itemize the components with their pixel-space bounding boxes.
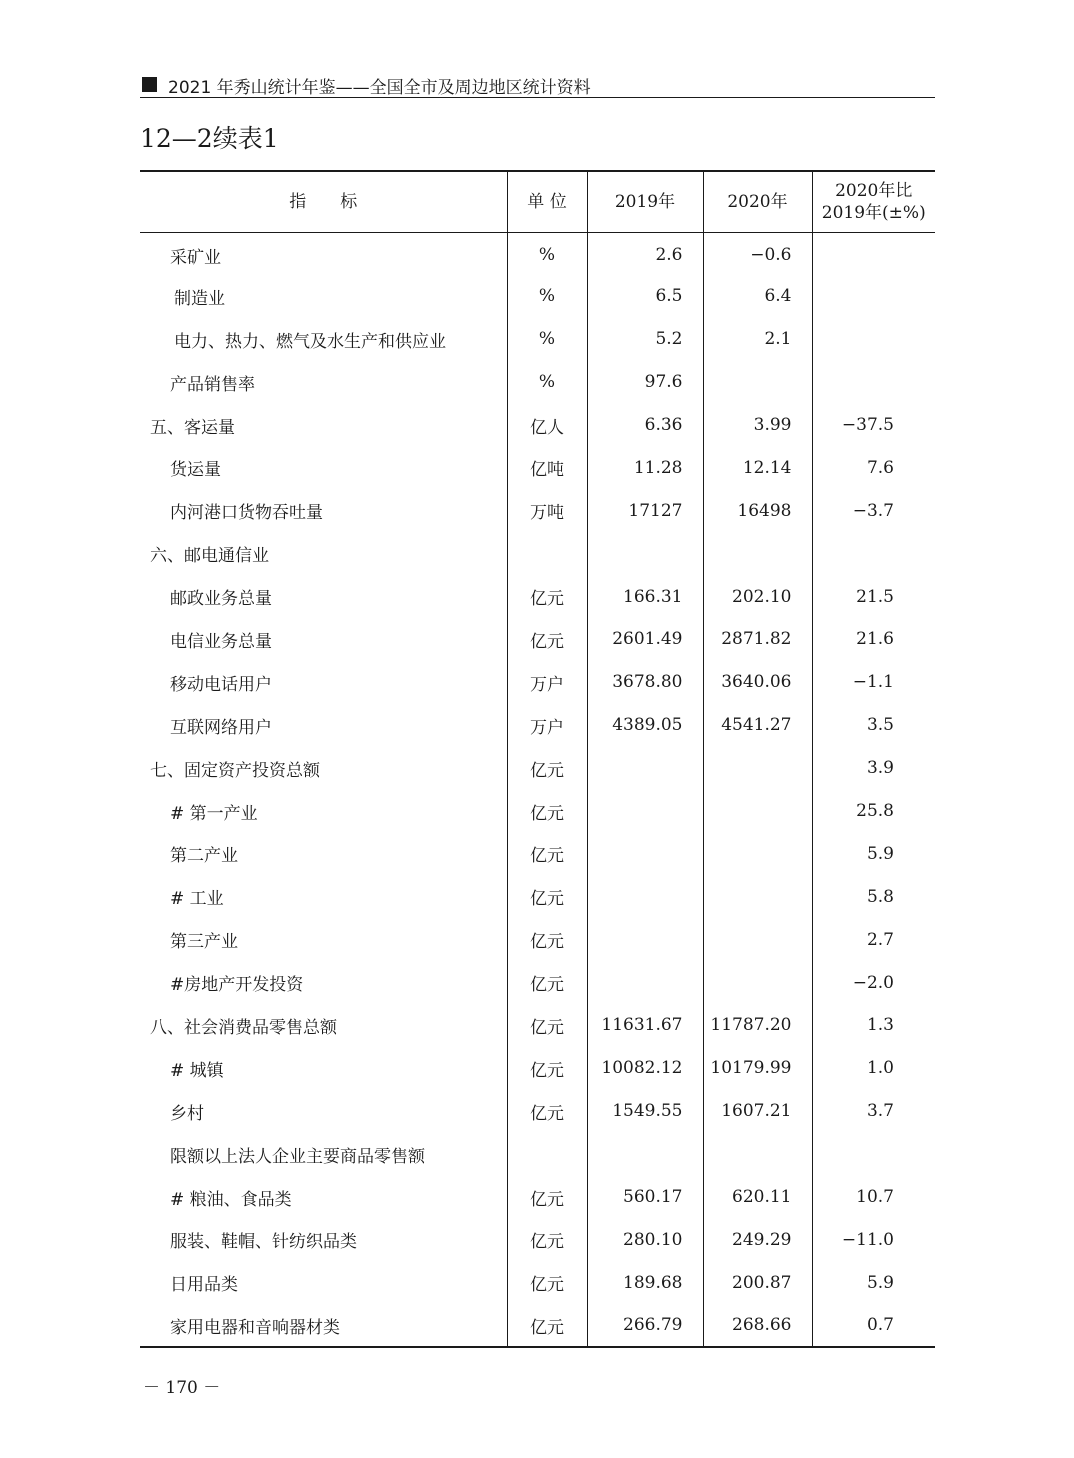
indicator-cell: 电信业务总量 bbox=[170, 631, 272, 652]
value-2020-cell: 16498 bbox=[703, 489, 812, 532]
unit-cell: 亿元 bbox=[507, 575, 587, 618]
value-2020-cell: 4541.27 bbox=[703, 704, 812, 747]
indicator-cell: 第三产业 bbox=[170, 932, 238, 953]
value-2020-cell: 10179.99 bbox=[703, 1047, 812, 1090]
table-header-row bbox=[140, 171, 935, 232]
value-2019-cell: 166.31 bbox=[587, 575, 703, 618]
table-row bbox=[140, 1261, 935, 1304]
unit-cell: 万户 bbox=[507, 661, 587, 704]
table-row bbox=[140, 318, 935, 361]
header-change-line1: 2020年比 bbox=[835, 180, 913, 201]
unit-cell bbox=[507, 532, 587, 575]
change-cell: 7.6 bbox=[812, 446, 935, 489]
value-2020-cell bbox=[703, 790, 812, 833]
change-cell bbox=[812, 232, 935, 275]
value-2019-cell: 2601.49 bbox=[587, 618, 703, 661]
change-cell: −37.5 bbox=[812, 404, 935, 447]
table-row bbox=[140, 275, 935, 318]
value-2020-cell: 202.10 bbox=[703, 575, 812, 618]
table-row bbox=[140, 1047, 935, 1090]
unit-cell: 亿人 bbox=[507, 404, 587, 447]
table-row bbox=[140, 575, 935, 618]
value-2020-cell bbox=[703, 918, 812, 961]
change-cell bbox=[812, 318, 935, 361]
indicator-cell: 服装、鞋帽、针纺织品类 bbox=[170, 1232, 357, 1253]
value-2019-cell: 189.68 bbox=[587, 1261, 703, 1304]
header-indicator: 指 标 bbox=[140, 171, 507, 232]
value-2020-cell bbox=[703, 532, 812, 575]
value-2019-cell bbox=[587, 961, 703, 1004]
change-cell: 0.7 bbox=[812, 1304, 935, 1347]
value-2019-cell: 5.2 bbox=[587, 318, 703, 361]
value-2020-cell: 268.66 bbox=[703, 1304, 812, 1347]
indicator-cell: 七、固定资产投资总额 bbox=[150, 760, 320, 781]
indicator-cell: 第二产业 bbox=[170, 846, 238, 867]
unit-cell: 亿元 bbox=[507, 790, 587, 833]
value-2019-cell: 280.10 bbox=[587, 1218, 703, 1261]
change-cell: 3.7 bbox=[812, 1090, 935, 1133]
running-head-text: 2021 年秀山统计年鉴——全国全市及周边地区统计资料 bbox=[168, 78, 591, 98]
change-cell: 10.7 bbox=[812, 1176, 935, 1219]
header-change bbox=[812, 171, 935, 232]
unit-cell: 万户 bbox=[507, 704, 587, 747]
value-2019-cell: 17127 bbox=[587, 489, 703, 532]
unit-cell bbox=[507, 1133, 587, 1176]
value-2019-cell bbox=[587, 875, 703, 918]
header-rule bbox=[140, 97, 935, 98]
unit-cell: 亿元 bbox=[507, 832, 587, 875]
change-cell: 21.6 bbox=[812, 618, 935, 661]
value-2020-cell: 200.87 bbox=[703, 1261, 812, 1304]
indicator-cell: 移动电话用户 bbox=[170, 674, 272, 695]
change-cell: 1.0 bbox=[812, 1047, 935, 1090]
change-cell: −3.7 bbox=[812, 489, 935, 532]
unit-cell: 亿元 bbox=[507, 1090, 587, 1133]
unit-cell: 亿元 bbox=[507, 961, 587, 1004]
change-cell: −1.1 bbox=[812, 661, 935, 704]
value-2020-cell: 2871.82 bbox=[703, 618, 812, 661]
unit-cell: % bbox=[507, 232, 587, 275]
indicator-cell: 制造业 bbox=[174, 288, 225, 309]
value-2019-cell: 3678.80 bbox=[587, 661, 703, 704]
change-cell: 5.8 bbox=[812, 875, 935, 918]
table-row bbox=[140, 832, 935, 875]
value-2019-cell: 6.36 bbox=[587, 404, 703, 447]
value-2019-cell bbox=[587, 747, 703, 790]
value-2020-cell: 3640.06 bbox=[703, 661, 812, 704]
value-2020-cell: 620.11 bbox=[703, 1176, 812, 1219]
table-row bbox=[140, 1133, 935, 1176]
value-2020-cell bbox=[703, 961, 812, 1004]
unit-cell: 亿元 bbox=[507, 1304, 587, 1347]
indicator-cell: 五、客运量 bbox=[150, 417, 235, 438]
change-cell: 3.9 bbox=[812, 747, 935, 790]
value-2020-cell bbox=[703, 361, 812, 404]
indicator-cell: #房地产开发投资 bbox=[170, 975, 304, 996]
value-2019-cell: 10082.12 bbox=[587, 1047, 703, 1090]
unit-cell: 亿元 bbox=[507, 618, 587, 661]
header-2019: 2019年 bbox=[587, 171, 703, 232]
black-square-icon bbox=[142, 77, 157, 92]
value-2020-cell: 12.14 bbox=[703, 446, 812, 489]
value-2019-cell bbox=[587, 532, 703, 575]
table-row bbox=[140, 1004, 935, 1047]
unit-cell: 亿元 bbox=[507, 1261, 587, 1304]
value-2019-cell: 11631.67 bbox=[587, 1004, 703, 1047]
change-cell: −2.0 bbox=[812, 961, 935, 1004]
value-2020-cell: 6.4 bbox=[703, 275, 812, 318]
header-2020: 2020年 bbox=[703, 171, 812, 232]
value-2020-cell: 249.29 bbox=[703, 1218, 812, 1261]
change-cell: 21.5 bbox=[812, 575, 935, 618]
unit-cell: % bbox=[507, 361, 587, 404]
table-row bbox=[140, 446, 935, 489]
value-2020-cell: 3.99 bbox=[703, 404, 812, 447]
change-cell: 25.8 bbox=[812, 790, 935, 833]
table-row bbox=[140, 747, 935, 790]
table-row bbox=[140, 532, 935, 575]
indicator-cell: 乡村 bbox=[170, 1103, 204, 1124]
indicator-cell: 电力、热力、燃气及水生产和供应业 bbox=[174, 331, 446, 352]
value-2019-cell bbox=[587, 918, 703, 961]
change-cell: −11.0 bbox=[812, 1218, 935, 1261]
value-2019-cell: 6.5 bbox=[587, 275, 703, 318]
change-cell bbox=[812, 361, 935, 404]
indicator-cell: 日用品类 bbox=[170, 1275, 238, 1296]
change-cell: 1.3 bbox=[812, 1004, 935, 1047]
unit-cell: % bbox=[507, 275, 587, 318]
table-body bbox=[140, 232, 935, 1347]
indicator-cell: # 城镇 bbox=[170, 1060, 224, 1081]
table-row bbox=[140, 404, 935, 447]
table-row bbox=[140, 790, 935, 833]
header-unit: 单 位 bbox=[507, 171, 587, 232]
indicator-cell: 采矿业 bbox=[170, 247, 221, 268]
unit-cell: 亿元 bbox=[507, 1218, 587, 1261]
change-cell: 5.9 bbox=[812, 1261, 935, 1304]
running-head bbox=[140, 72, 935, 98]
value-2020-cell: 11787.20 bbox=[703, 1004, 812, 1047]
change-cell bbox=[812, 532, 935, 575]
table-row bbox=[140, 361, 935, 404]
indicator-cell: 八、社会消费品零售总额 bbox=[150, 1017, 337, 1038]
table-row bbox=[140, 489, 935, 532]
value-2020-cell bbox=[703, 747, 812, 790]
table-row bbox=[140, 961, 935, 1004]
value-2019-cell: 560.17 bbox=[587, 1176, 703, 1219]
change-cell bbox=[812, 275, 935, 318]
change-cell: 5.9 bbox=[812, 832, 935, 875]
unit-cell: 亿元 bbox=[507, 1176, 587, 1219]
header-change-line2: 2019年(±%) bbox=[821, 202, 926, 223]
table-row bbox=[140, 1090, 935, 1133]
change-cell: 3.5 bbox=[812, 704, 935, 747]
value-2019-cell: 1549.55 bbox=[587, 1090, 703, 1133]
value-2019-cell bbox=[587, 1133, 703, 1176]
value-2020-cell: −0.6 bbox=[703, 232, 812, 275]
unit-cell: % bbox=[507, 318, 587, 361]
unit-cell: 亿元 bbox=[507, 1004, 587, 1047]
table-row bbox=[140, 918, 935, 961]
value-2019-cell: 2.6 bbox=[587, 232, 703, 275]
value-2019-cell bbox=[587, 790, 703, 833]
unit-cell: 亿元 bbox=[507, 747, 587, 790]
indicator-cell: # 第一产业 bbox=[170, 803, 258, 824]
indicator-cell: 家用电器和音响器材类 bbox=[140, 1304, 507, 1347]
value-2019-cell: 97.6 bbox=[587, 361, 703, 404]
table-row bbox=[140, 1304, 935, 1347]
indicator-cell: 产品销售率 bbox=[170, 374, 255, 395]
table-row bbox=[140, 1218, 935, 1261]
change-cell: 2.7 bbox=[812, 918, 935, 961]
change-cell bbox=[812, 1133, 935, 1176]
table-row bbox=[140, 875, 935, 918]
statistics-table-container bbox=[140, 170, 935, 1348]
indicator-cell: 内河港口货物吞吐量 bbox=[170, 503, 323, 524]
value-2019-cell: 4389.05 bbox=[587, 704, 703, 747]
value-2020-cell bbox=[703, 832, 812, 875]
unit-cell: 亿元 bbox=[507, 875, 587, 918]
value-2020-cell bbox=[703, 875, 812, 918]
value-2019-cell: 266.79 bbox=[587, 1304, 703, 1347]
indicator-cell: 互联网络用户 bbox=[170, 717, 272, 738]
indicator-cell: 六、邮电通信业 bbox=[150, 546, 269, 567]
indicator-cell: # 工业 bbox=[170, 889, 224, 910]
statistics-table bbox=[140, 170, 935, 1348]
indicator-cell: 限额以上法人企业主要商品零售额 bbox=[170, 1146, 425, 1167]
indicator-cell: 货运量 bbox=[170, 460, 221, 481]
unit-cell: 亿吨 bbox=[507, 446, 587, 489]
unit-cell: 亿元 bbox=[507, 1047, 587, 1090]
page-number: － 170 － bbox=[143, 1378, 221, 1398]
value-2020-cell bbox=[703, 1133, 812, 1176]
indicator-cell: 邮政业务总量 bbox=[170, 589, 272, 610]
value-2020-cell: 1607.21 bbox=[703, 1090, 812, 1133]
table-row bbox=[140, 661, 935, 704]
value-2019-cell: 11.28 bbox=[587, 446, 703, 489]
table-row bbox=[140, 704, 935, 747]
unit-cell: 亿元 bbox=[507, 918, 587, 961]
table-row bbox=[140, 618, 935, 661]
value-2020-cell: 2.1 bbox=[703, 318, 812, 361]
table-title: 12—2续表1 bbox=[140, 124, 279, 153]
table-row bbox=[140, 1176, 935, 1219]
table-row bbox=[140, 232, 935, 275]
indicator-cell: # 粮油、食品类 bbox=[170, 1189, 292, 1210]
unit-cell: 万吨 bbox=[507, 489, 587, 532]
value-2019-cell bbox=[587, 832, 703, 875]
